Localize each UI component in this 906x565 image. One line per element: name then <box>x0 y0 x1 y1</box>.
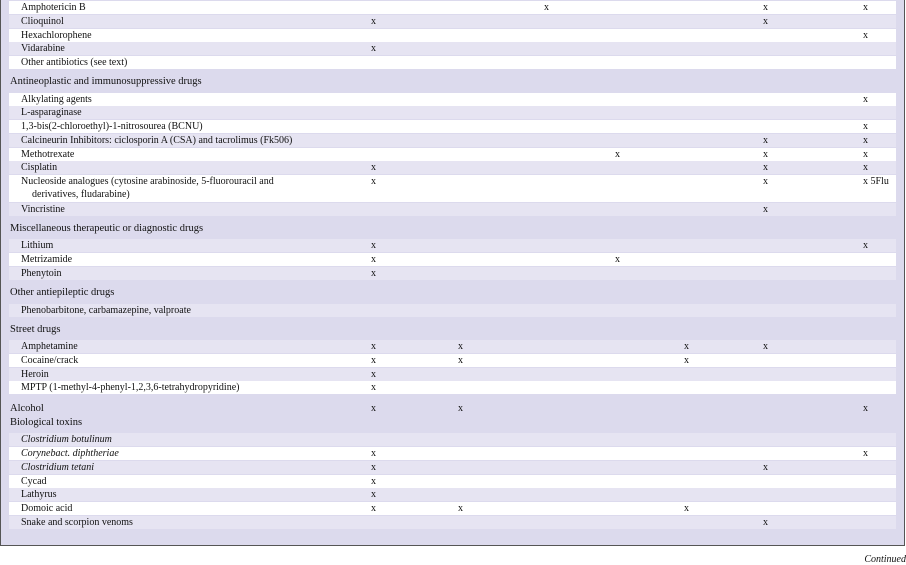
row-label <box>21 502 72 515</box>
table-row <box>9 120 896 133</box>
row-label <box>21 304 191 317</box>
table-cell-mark: x <box>371 240 376 251</box>
table-row <box>9 93 896 106</box>
table-cell-mark: x <box>863 94 868 105</box>
table-cell-mark: x <box>863 2 868 13</box>
row-label-text: Metrizamide <box>21 254 73 265</box>
row-label <box>21 1 86 14</box>
row-label-text: Cycad <box>21 476 47 487</box>
row-label <box>21 516 133 529</box>
table-cell-mark: x <box>458 355 463 366</box>
category-label <box>10 286 114 299</box>
table-cell-mark: x <box>863 162 868 173</box>
table-cell-mark: x <box>458 341 463 352</box>
table-cell-mark: x <box>684 355 689 366</box>
category-row <box>1 73 904 89</box>
table-row <box>9 354 896 367</box>
table-row <box>9 15 896 28</box>
table-cell-mark: x <box>371 268 376 279</box>
row-label-text: Alkylating agents <box>21 94 92 105</box>
row-label <box>21 56 127 69</box>
table-cell-mark: x <box>371 489 376 500</box>
row-label-text: Clostridium botulinum <box>21 434 112 445</box>
row-label-text: Corynebact. diphtheriae <box>21 448 119 459</box>
table-cell-mark: x <box>684 503 689 514</box>
row-label <box>21 447 119 460</box>
table-cell-mark: x <box>763 16 768 27</box>
row-label <box>21 148 74 161</box>
table-cell-mark: x 5Flu <box>863 176 889 187</box>
table-row <box>9 267 896 280</box>
table-row <box>9 56 896 69</box>
row-label <box>21 93 92 106</box>
row-label-text: Nucleoside analogues (cytosine arabinoside, 5-fluorouracil and <box>21 176 274 187</box>
table-row <box>9 368 896 381</box>
table-row <box>9 475 896 488</box>
row-label-text: Antineoplastic and immunosuppressive drugs <box>10 76 202 87</box>
table-cell-mark: x <box>763 204 768 215</box>
table-row <box>9 203 896 216</box>
table-row <box>9 340 896 353</box>
row-label-text: Snake and scorpion venoms <box>21 517 133 528</box>
table-cell-mark: x <box>371 382 376 393</box>
row-label-text: Amphotericin B <box>21 2 86 13</box>
table-row <box>9 134 896 147</box>
table-row <box>9 381 896 394</box>
table-row <box>9 502 896 515</box>
table-row <box>9 253 896 266</box>
row-label-text: Amphetamine <box>21 341 78 352</box>
table-row <box>9 1 896 14</box>
row-label <box>21 368 49 381</box>
row-label <box>21 488 57 501</box>
table-cell-mark: x <box>863 149 868 160</box>
row-label-text: Street drugs <box>10 324 61 335</box>
table-row <box>9 239 896 252</box>
table-cell-mark: x <box>863 403 868 414</box>
row-label-text: MPTP (1-methyl-4-phenyl-1,2,3,6-tetrahydropyridine) <box>21 382 240 393</box>
row-label <box>21 42 65 55</box>
row-label-text: Clioquinol <box>21 16 64 27</box>
row-label-text: Miscellaneous therapeutic or diagnostic drugs <box>10 223 204 234</box>
table-cell-mark: x <box>763 2 768 13</box>
row-label-text: Biological toxins <box>10 417 83 428</box>
table-cell-mark: x <box>371 16 376 27</box>
table-cell-mark: x <box>763 176 768 187</box>
row-label <box>21 29 92 42</box>
table-row <box>9 29 896 42</box>
row-label-text: Phenobarbitone, carbamazepine, valproate <box>21 305 191 316</box>
row-label <box>21 239 53 252</box>
row-label-text: Other antiepileptic drugs <box>10 287 115 298</box>
row-label-text: Heroin <box>21 369 49 380</box>
row-label-text: Hexachlorophene <box>21 30 92 41</box>
table-row <box>9 433 896 446</box>
table-cell-mark: x <box>458 403 463 414</box>
table-row <box>9 161 896 174</box>
row-label-text: Calcineurin Inhibitors: ciclosporin A (CSA) and tacrolimus (Fk506) <box>21 135 293 146</box>
table-cell-mark: x <box>763 135 768 146</box>
category-row <box>1 220 904 236</box>
row-label-text: Vidarabine <box>21 43 65 54</box>
table-cell-mark: x <box>863 448 868 459</box>
row-label-text: 1,3-bis(2-chloroethyl)-1-nitrosourea (BCNU) <box>21 121 203 132</box>
row-label-text: Cocaine/crack <box>21 355 79 366</box>
row-label <box>21 106 82 119</box>
row-label-text: Other antibiotics (see text) <box>21 57 128 68</box>
category-label <box>10 75 202 88</box>
table-cell-mark: x <box>763 462 768 473</box>
row-label <box>21 134 292 147</box>
category-label <box>10 222 203 235</box>
category-row <box>1 414 904 430</box>
row-label <box>21 340 78 353</box>
row-label <box>21 15 64 28</box>
category-row <box>1 284 904 300</box>
row-label-text: Alcohol <box>10 403 44 414</box>
row-label <box>21 175 274 201</box>
category-label <box>10 416 82 429</box>
row-label <box>21 475 47 488</box>
table-cell-mark: x <box>371 476 376 487</box>
table-cell-mark: x <box>863 121 868 132</box>
row-label <box>21 161 57 174</box>
table-cell-mark: x <box>615 149 620 160</box>
row-label-continuation: derivatives, fludarabine) <box>32 189 130 200</box>
table-row <box>9 516 896 529</box>
table-row <box>9 304 896 317</box>
table-cell-mark: x <box>863 30 868 41</box>
table-row <box>9 106 896 119</box>
row-label-text: Lathyrus <box>21 489 57 500</box>
row-label-text: Cisplatin <box>21 162 58 173</box>
table-cell-mark: x <box>684 341 689 352</box>
table-cell-mark: x <box>544 2 549 13</box>
table-row <box>9 148 896 161</box>
table-cell-mark: x <box>371 403 376 414</box>
table-cell-mark: x <box>371 462 376 473</box>
row-label-text: Lithium <box>21 240 54 251</box>
row-label-text: Clostridium tetani <box>21 462 95 473</box>
table-cell-mark: x <box>371 503 376 514</box>
row-label <box>21 381 239 394</box>
table-row <box>9 42 896 55</box>
row-label <box>21 120 203 133</box>
row-label-text: Methotrexate <box>21 149 75 160</box>
category-label <box>10 323 60 336</box>
table-row <box>9 447 896 460</box>
table-cell-mark: x <box>763 517 768 528</box>
table-cell-mark: x <box>371 355 376 366</box>
table-cell-mark: x <box>371 254 376 265</box>
table-cell-mark: x <box>371 176 376 187</box>
table-cell-mark: x <box>763 341 768 352</box>
row-label <box>21 267 62 280</box>
continued-note: Continued <box>864 554 906 565</box>
table-cell-mark: x <box>458 503 463 514</box>
row-label-text: Phenytoin <box>21 268 62 279</box>
table-row <box>9 175 896 202</box>
category-row <box>1 321 904 337</box>
table-cell-mark: x <box>371 43 376 54</box>
table-cell-mark: x <box>863 135 868 146</box>
table-cell-mark: x <box>371 341 376 352</box>
table-cell-mark: x <box>615 254 620 265</box>
row-label-text: Domoic acid <box>21 503 73 514</box>
table-cell-mark: x <box>371 448 376 459</box>
table-cell-mark: x <box>371 162 376 173</box>
row-label <box>21 203 65 216</box>
row-label <box>21 253 72 266</box>
table-cell-mark: x <box>763 162 768 173</box>
row-label <box>21 354 78 367</box>
row-label <box>21 433 112 446</box>
table-cell-mark: x <box>763 149 768 160</box>
category-row <box>1 400 904 413</box>
row-label-text: L-asparaginase <box>21 107 82 118</box>
row-label-text: Vincristine <box>21 204 65 215</box>
table-row <box>9 461 896 474</box>
table-cell-mark: x <box>863 240 868 251</box>
row-label <box>21 461 94 474</box>
table-cell-mark: x <box>371 369 376 380</box>
table-row <box>9 488 896 501</box>
